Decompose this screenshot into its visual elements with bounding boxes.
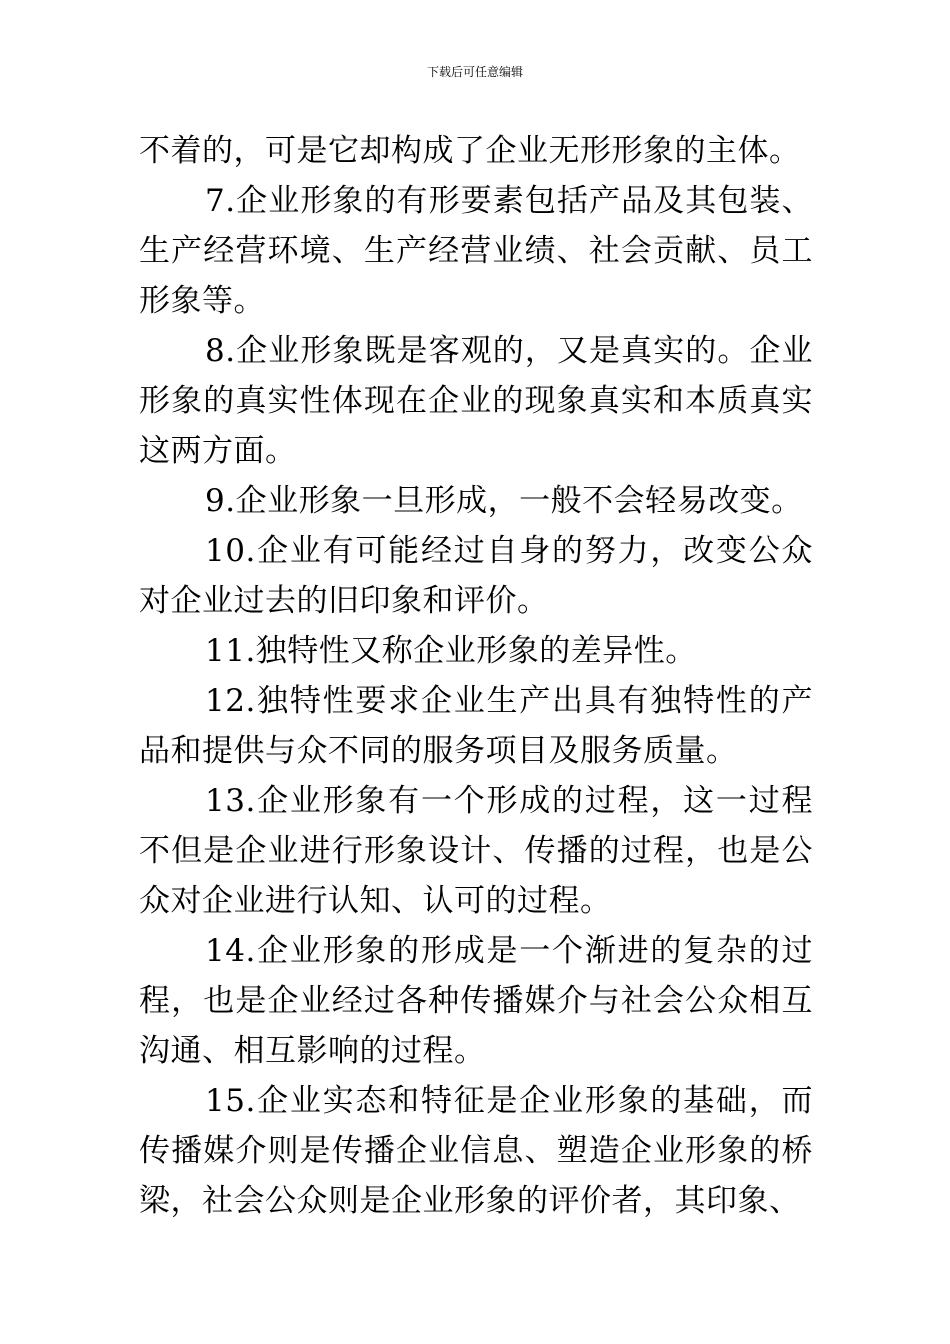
paragraph-item-12: 12.独特性要求企业生产出具有独特性的产品和提供与众不同的服务项目及服务质量。 bbox=[139, 683, 813, 769]
paragraph-continuation: 不着的，可是它却构成了企业无形形象的主体。 bbox=[139, 133, 801, 169]
paragraph-item-11: 11.独特性又称企业形象的差异性。 bbox=[205, 633, 697, 669]
paragraph-item-14: 14.企业形象的形成是一个渐进的复杂的过程，也是企业经过各种传播媒介与社会公众相互沟通、相互影响的过程。 bbox=[139, 933, 813, 1069]
paragraph-item-9: 9.企业形象一旦形成，一般不会轻易改变。 bbox=[205, 483, 803, 519]
page-header: 下载后可任意编辑 bbox=[426, 65, 523, 79]
paragraph-item-13: 13.企业形象有一个形成的过程，这一过程不但是企业进行形象设计、传播的过程，也是公众对企业进行认知、认可的过程。 bbox=[139, 783, 813, 919]
document-body bbox=[139, 126, 813, 1226]
paragraph-item-15: 15.企业实态和特征是企业形象的基础，而传播媒介则是传播企业信息、塑造企业形象的桥梁，社会公众则是企业形象的评价者，其印象、 bbox=[139, 1083, 813, 1219]
paragraph-item-10: 10.企业有可能经过自身的努力，改变公众对企业过去的旧印象和评价。 bbox=[139, 533, 813, 619]
paragraph-item-8: 8.企业形象既是客观的，又是真实的。企业形象的真实性体现在企业的现象真实和本质真实这两方面。 bbox=[139, 333, 813, 469]
paragraph-item-7: 7.企业形象的有形要素包括产品及其包装、生产经营环境、生产经营业绩、社会贡献、员工形象等。 bbox=[139, 183, 813, 319]
